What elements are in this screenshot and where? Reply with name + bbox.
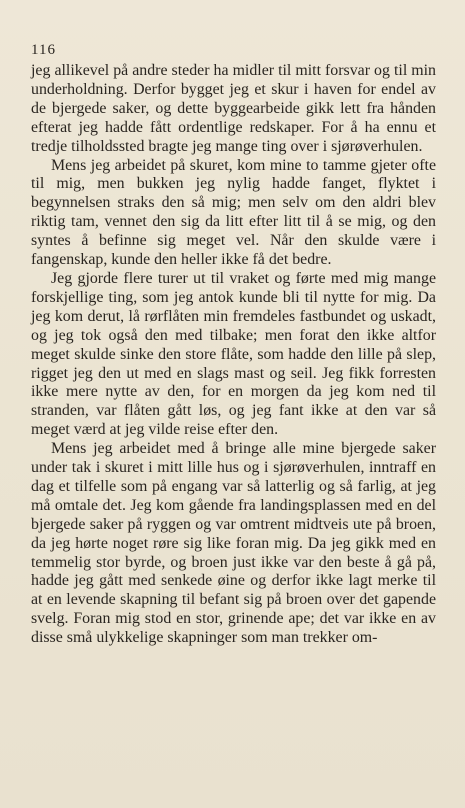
paragraph-1: jeg allikevel på andre steder ha midler til mitt forsvar og til min underholdning. Derfor bygget jeg et skur i haven for endel av de bjergede saker, og dette byggearbeide gikk lett fra hånden efterat jeg hadde fått ordentlige redskaper. For å ha ennu et tredje tilholdssted bragte jeg mange ting over i sjørøverhulen. (31, 62, 436, 155)
paragraph-2: Mens jeg arbeidet på skuret, kom mine to tamme gjeter ofte til mig, men bukken jeg nylig hadde fanget, flyktet i begynnelsen straks den så mig; men selv om den aldri blev riktig tam, vennet den sig da litt efter litt til å se mig, og den syntes å befinne sig meget vel. Når den skulde være i fangenskap, kunde den heller ikke få det bedre. (31, 156, 436, 269)
body-text (31, 62, 436, 648)
paragraph-4: Mens jeg arbeidet med å bringe alle mine bjergede saker under tak i skuret i mitt lille hus og i sjørøverhulen, inntraff en dag et tilfelle som på engang var så latterlig og så farlig, at jeg må omtale det. Jeg kom gående fra landingsplassen med en del bjergede saker på ryggen og var omtrent midtveis ute på broen, da jeg hørte noget røre sig like foran mig. Da jeg gikk med en temmelig stor byrde, og broen just ikke var den beste å gå på, hadde jeg gått med senkede øine og derfor ikke lagt merke til at en levende skapning til befant sig på broen over det gapende svelg. Foran mig stod en stor, grinende ape; det var ikke en av disse små ulykkelige skapninger som man trekker om- (31, 440, 436, 647)
paragraph-3: Jeg gjorde flere turer ut til vraket og førte med mig mange forskjellige ting, som jeg antok kunde bli til nytte for mig. Da jeg kom derut, lå rørflåten min fremdeles fastbundet og uskadt, og jeg tok også den med tilbake; men forat den ikke altfor meget skulde sinke den store flåte, som hadde den lille på slep, rigget jeg den ut med en slags mast og seil. Jeg fikk forresten ikke mere nytte av den, for en morgen da jeg kom ned til stranden, var flåten gått løs, og jeg fant ikke at den var så meget værd at jeg vilde reise efter den. (31, 269, 436, 439)
page-number: 116 (31, 42, 56, 58)
